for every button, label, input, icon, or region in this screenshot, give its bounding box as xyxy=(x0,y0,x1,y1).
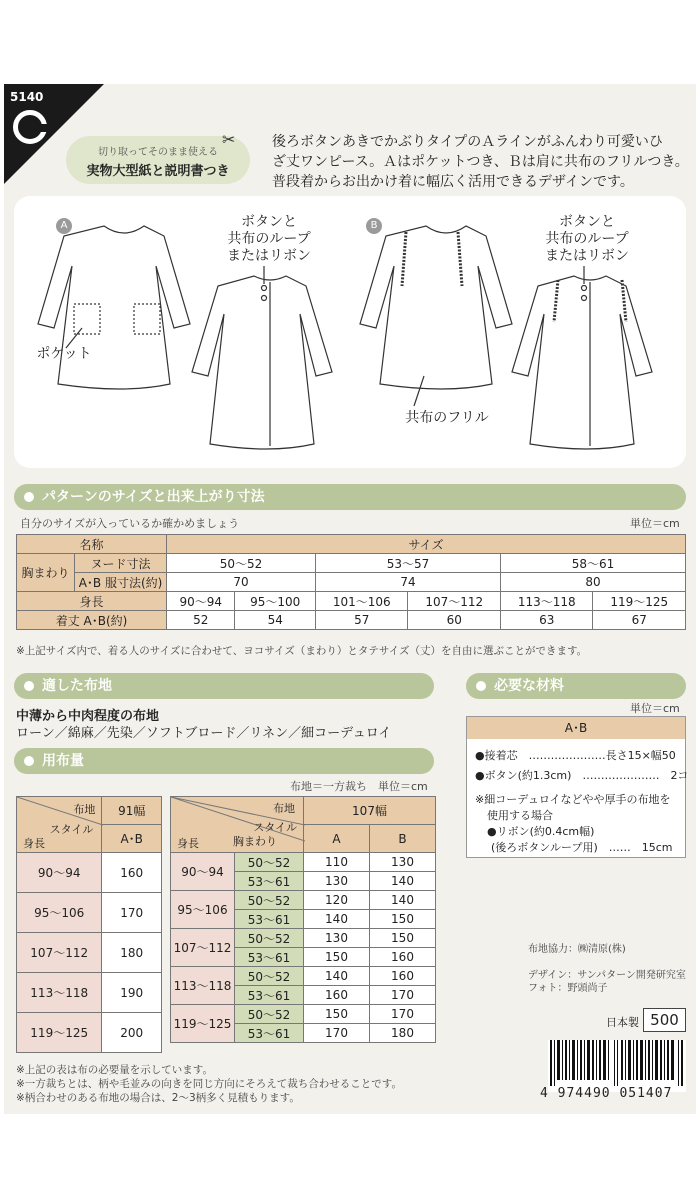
materials-section-title: 必要な材料 xyxy=(466,673,686,699)
button-note-a-2: 共布のループ xyxy=(227,231,311,247)
length-value: 52 xyxy=(167,611,235,630)
frill-label: 共布のフリル xyxy=(405,410,489,426)
col-name: 名称 xyxy=(17,535,167,554)
dress-a-front xyxy=(38,226,190,389)
t2-width: 107幅 xyxy=(304,797,436,825)
button-note-a-3: またはリボン xyxy=(227,248,311,264)
button-note-a-1: ボタンと xyxy=(241,214,297,230)
dress-b-back xyxy=(512,276,652,449)
button-note-b xyxy=(532,214,642,265)
t2-b-value: 150 xyxy=(370,910,436,929)
t2-chest: 50〜52 xyxy=(235,967,304,986)
t2-a-value: 170 xyxy=(304,1024,370,1043)
garment-value: 80 xyxy=(500,573,685,592)
button-a-2 xyxy=(262,296,267,301)
t2-row-height: 90〜94 xyxy=(171,853,235,891)
button-a-1 xyxy=(262,286,267,291)
t2-chest-label: 胸まわり xyxy=(233,835,277,848)
t2-a-value: 150 xyxy=(304,948,370,967)
fabric-heading: 中薄から中肉程度の布地 xyxy=(16,709,160,724)
t2-chest: 50〜52 xyxy=(235,891,304,910)
product-code: 5140 xyxy=(10,90,44,104)
barcode-icon xyxy=(548,1040,686,1092)
garment-label: A･B 服寸法(約) xyxy=(75,573,167,592)
t2-b-value: 170 xyxy=(370,986,436,1005)
credit-fabric: 布地協力：㈱清原(株) xyxy=(528,944,626,955)
credit-design: デザイン：サンパターン開発研究室 xyxy=(528,970,686,981)
t1-fabric-label: 布地 xyxy=(73,803,96,816)
intro-text xyxy=(272,132,692,192)
t1-row-height: 113〜118 xyxy=(17,973,102,1013)
size-table xyxy=(16,534,686,630)
t2-a-value: 140 xyxy=(304,910,370,929)
height-value: 119〜125 xyxy=(593,592,686,611)
t2-a-value: 130 xyxy=(304,872,370,891)
nude-value: 53〜57 xyxy=(315,554,500,573)
style-b-marker: B xyxy=(366,218,382,234)
intro-line-2: ざ丈ワンピース。Ａはポケットつき、Ｂは肩に共布のフリルつき。 xyxy=(272,154,689,170)
t1-row-value: 190 xyxy=(102,973,162,1013)
t2-a-value: 130 xyxy=(304,929,370,948)
button-note-b-3: またはリボン xyxy=(545,248,629,264)
scissors-icon: ✂ xyxy=(222,130,236,149)
button-note-a xyxy=(214,214,324,265)
t2-b-value: 180 xyxy=(370,1024,436,1043)
amount-footnote-1: ※上記の表は布の必要量を示しています。 xyxy=(16,1064,213,1076)
length-label: 着丈 A･B(約) xyxy=(17,611,167,630)
t2-b: B xyxy=(370,825,436,853)
height-value: 101〜106 xyxy=(315,592,408,611)
t2-b-value: 140 xyxy=(370,891,436,910)
length-value: 57 xyxy=(315,611,408,630)
intro-line-3: 普段着からお出かけ着に幅広く活用できるデザインです。 xyxy=(272,174,634,190)
barcode-bars xyxy=(548,1040,686,1086)
t2-b-value: 140 xyxy=(370,872,436,891)
height-value: 107〜112 xyxy=(408,592,501,611)
height-value: 113〜118 xyxy=(500,592,593,611)
t2-row-height: 107〜112 xyxy=(171,929,235,967)
t2-a-value: 150 xyxy=(304,1005,370,1024)
chest-label: 胸まわり xyxy=(17,554,75,592)
fabric-section-title: 適した布地 xyxy=(14,673,434,699)
t2-chest: 50〜52 xyxy=(235,929,304,948)
amount-section-title: 用布量 xyxy=(14,748,434,774)
button-note-b-2: 共布のループ xyxy=(545,231,629,247)
amount-table-107 xyxy=(170,796,436,1043)
size-section-title: パターンのサイズと出来上がり寸法 xyxy=(14,484,686,510)
amount-note: 布地＝一方裁ち 単位＝cm xyxy=(290,780,428,793)
t2-row-height: 113〜118 xyxy=(171,967,235,1005)
t2-a-value: 110 xyxy=(304,853,370,872)
length-value: 67 xyxy=(593,611,686,630)
amount-footnote-2: ※一方裁ちとは、柄や毛並みの向きを同じ方向にそろえて裁ち合わせることです。 xyxy=(16,1078,402,1090)
pocket-label: ポケット xyxy=(36,346,92,362)
button-note-b-1: ボタンと xyxy=(559,214,615,230)
t2-b-value: 150 xyxy=(370,929,436,948)
nude-value: 58〜61 xyxy=(500,554,685,573)
materials-ribbon-2: (後ろボタンループ用) …… 15cm xyxy=(491,841,673,854)
t1-style-label: スタイル xyxy=(49,823,94,836)
t2-chest: 53〜61 xyxy=(235,872,304,891)
made-in: 日本製 xyxy=(606,1016,639,1029)
garment-value: 74 xyxy=(315,573,500,592)
t2-corner xyxy=(171,797,304,853)
t1-row-value: 170 xyxy=(102,893,162,933)
t1-row-height: 90〜94 xyxy=(17,853,102,893)
t2-fabric-label: 布地 xyxy=(273,802,295,815)
materials-box xyxy=(466,716,689,858)
t2-chest: 53〜61 xyxy=(235,986,304,1005)
amount-footnote-3: ※柄合わせのある布地の場合は、2〜3柄多く見積もります。 xyxy=(16,1092,300,1104)
materials-interfacing: ●接着芯 …………………長さ15×幅50 xyxy=(475,749,676,762)
barcode-number: 4 974490 051407 xyxy=(540,1086,673,1101)
t1-ab: A･B xyxy=(102,825,162,853)
nude-value: 50〜52 xyxy=(167,554,316,573)
height-value: 95〜100 xyxy=(235,592,316,611)
fabric-list: ローン／綿麻／先染／ソフトブロード／リネン／細コーデュロイ xyxy=(16,726,392,741)
brand-logo-icon xyxy=(13,110,47,144)
col-size: サイズ xyxy=(167,535,686,554)
t2-b-value: 170 xyxy=(370,1005,436,1024)
t1-row-height: 107〜112 xyxy=(17,933,102,973)
t2-a-value: 140 xyxy=(304,967,370,986)
badge-line-1: 切り取ってそのまま使える xyxy=(98,147,218,158)
t2-a-value: 120 xyxy=(304,891,370,910)
t2-height-label: 身長 xyxy=(177,837,199,850)
length-value: 60 xyxy=(408,611,501,630)
t2-chest: 53〜61 xyxy=(235,910,304,929)
size-bullet: 自分のサイズが入っているか確かめましょう xyxy=(20,517,240,530)
button-b-2 xyxy=(582,296,587,301)
t2-row-height: 119〜125 xyxy=(171,1005,235,1043)
button-b-1 xyxy=(582,286,587,291)
t2-row-height: 95〜106 xyxy=(171,891,235,929)
t1-height-label: 身長 xyxy=(23,837,45,850)
t2-style-label: スタイル xyxy=(253,821,297,834)
t2-chest: 50〜52 xyxy=(235,1005,304,1024)
t2-chest: 53〜61 xyxy=(235,1024,304,1043)
t1-width: 91幅 xyxy=(102,797,162,825)
credit-photo: フォト：野頭尚子 xyxy=(528,983,608,994)
length-value: 54 xyxy=(235,611,316,630)
t1-row-value: 180 xyxy=(102,933,162,973)
nude-label: ヌード寸法 xyxy=(75,554,167,573)
height-value: 90〜94 xyxy=(167,592,235,611)
t2-a-value: 160 xyxy=(304,986,370,1005)
t1-corner xyxy=(17,797,102,853)
t2-a: A xyxy=(304,825,370,853)
t1-row-height: 119〜125 xyxy=(17,1013,102,1053)
materials-unit: 単位＝cm xyxy=(630,702,680,715)
t2-chest: 50〜52 xyxy=(235,853,304,872)
materials-ribbon-1: ●リボン(約0.4cm幅) xyxy=(487,825,595,838)
materials-note-2: 使用する場合 xyxy=(487,809,553,822)
garment-value: 70 xyxy=(167,573,316,592)
illustration-panel xyxy=(14,196,686,468)
height-label: 身長 xyxy=(17,592,167,611)
amount-table-91 xyxy=(16,796,162,1053)
size-unit: 単位＝cm xyxy=(630,517,680,530)
materials-note-1: ※細コーデュロイなどやや厚手の布地を xyxy=(475,793,671,806)
style-a-marker: A xyxy=(56,218,72,234)
size-footnote: ※上記サイズ内で、着る人のサイズに合わせて、ヨコサイズ（まわり）とタテサイズ（丈）を自由に選ぶことができます。 xyxy=(16,645,588,657)
t1-row-height: 95〜106 xyxy=(17,893,102,933)
t2-b-value: 160 xyxy=(370,948,436,967)
dress-b-front xyxy=(360,226,512,389)
t2-chest: 53〜61 xyxy=(235,948,304,967)
materials-header: A･B xyxy=(467,717,685,739)
t1-row-value: 160 xyxy=(102,853,162,893)
intro-line-1: 後ろボタンあきでかぶりタイプのＡラインがふんわり可愛いひ xyxy=(272,134,663,150)
t1-row-value: 200 xyxy=(102,1013,162,1053)
t2-b-value: 160 xyxy=(370,967,436,986)
materials-button: ●ボタン(約1.3cm) ………………… 2コ xyxy=(475,769,689,782)
dress-a-back xyxy=(192,276,332,449)
badge-line-2: 実物大型紙と説明書つき xyxy=(86,164,230,179)
length-value: 63 xyxy=(500,611,593,630)
price-box: 500 xyxy=(643,1008,686,1032)
t2-b-value: 130 xyxy=(370,853,436,872)
